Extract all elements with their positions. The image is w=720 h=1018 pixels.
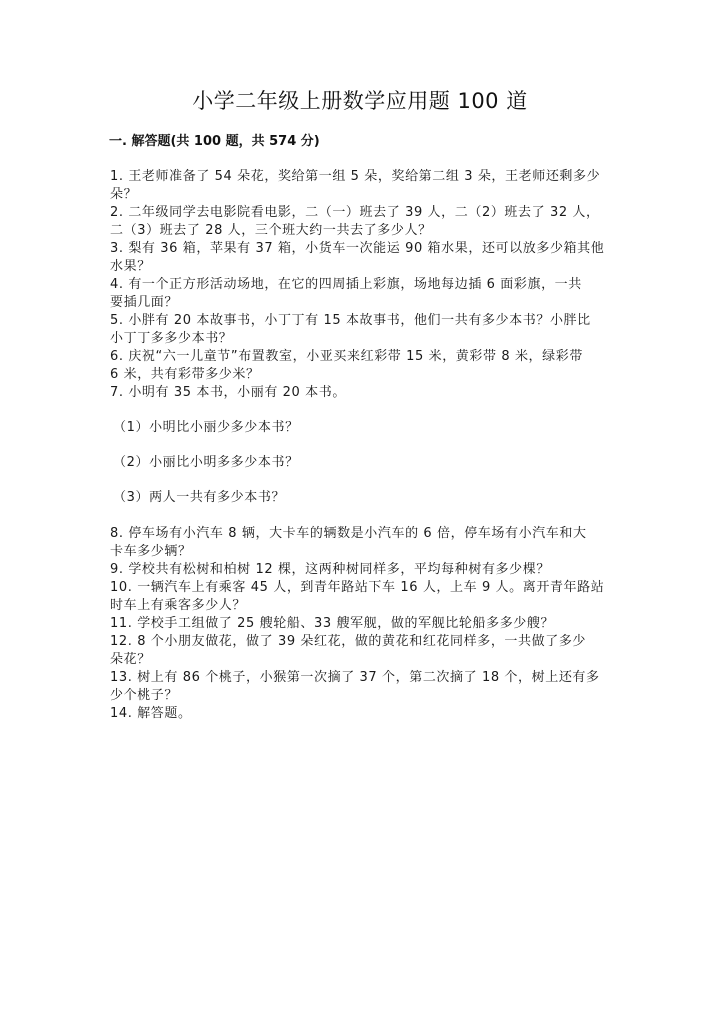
question-line: 二（3）班去了 28 人，三个班大约一共去了多少人？ — [110, 223, 432, 238]
question-line: 水果？ — [110, 259, 151, 274]
question-13 — [110, 669, 615, 705]
question-line: 2. 二年级同学去电影院看电影，二（一）班去了 39 人，二（2）班去了 32 人， — [110, 205, 600, 220]
question-line: 8. 停车场有小汽车 8 辆，大卡车的辆数是小汽车的 6 倍，停车场有小汽车和大 — [110, 526, 587, 541]
question-line: 卡车多少辆？ — [110, 544, 192, 559]
question-line: 4. 有一个正方形活动场地，在它的四周插上彩旗，场地每边插 6 面彩旗，一共 — [110, 277, 582, 292]
question-line: 7. 小明有 35 本书，小丽有 20 本书。 — [110, 385, 346, 400]
question-line: 12. 8 个小朋友做花，做了 39 朵红花，做的黄花和红花同样多，一共做了多少 — [110, 634, 587, 649]
sub-question-3: （3）两人一共有多少本书？ — [113, 490, 286, 505]
question-line: 9. 学校共有松树和柏树 12 棵，这两种树同样多，平均每种树有多少棵？ — [110, 562, 550, 577]
question-line: 6. 庆祝“六一儿童节”布置教室，小亚买来红彩带 15 米，黄彩带 8 米，绿彩带 — [110, 349, 583, 364]
question-line: 13. 树上有 86 个桃子，小猴第一次摘了 37 个，第二次摘了 18 个，树上还有多 — [110, 670, 600, 685]
sub-question-2: （2）小丽比小明多多少本书？ — [113, 455, 299, 470]
question-5 — [110, 312, 615, 348]
question-line: 1. 王老师准备了 54 朵花，奖给第一组 5 朵，奖给第二组 3 朵，王老师还剩多少 — [110, 169, 601, 184]
question-2 — [110, 204, 615, 240]
question-line: 14. 解答题。 — [110, 706, 192, 721]
question-line: 少个桃子？ — [110, 688, 179, 703]
question-line: 时车上有乘客多少人？ — [110, 598, 247, 613]
question-line: 3. 梨有 36 箱，苹果有 37 箱，小货车一次能运 90 箱水果，还可以放多少箱其他 — [110, 241, 605, 256]
question-6 — [110, 348, 615, 384]
question-line: 11. 学校手工组做了 25 艘轮船、33 艘军舰，做的军舰比轮船多多少艘？ — [110, 616, 555, 631]
question-14 — [110, 705, 615, 723]
question-line: 6 米，共有彩带多少米？ — [110, 367, 260, 382]
question-line: 5. 小胖有 20 本故事书，小丁丁有 15 本故事书，他们一共有多少本书？小胖比 — [110, 313, 591, 328]
question-8 — [110, 525, 615, 561]
sub-question-1: （1）小明比小丽少多少本书？ — [113, 420, 299, 435]
question-line: 小丁丁多多少本书？ — [110, 331, 233, 346]
question-4 — [110, 276, 615, 312]
question-line: 朵花？ — [110, 652, 151, 667]
question-1 — [110, 168, 615, 204]
question-3 — [110, 240, 615, 276]
section-heading: 一. 解答题(共 100 题，共 574 分) — [109, 134, 320, 149]
question-line: 朵？ — [110, 187, 138, 202]
question-list — [110, 168, 615, 723]
question-line: 要插几面？ — [110, 295, 179, 310]
page-title: 小学二年级上册数学应用题 100 道 — [192, 89, 528, 113]
question-12 — [110, 633, 615, 669]
question-10 — [110, 579, 615, 615]
question-11 — [110, 615, 615, 633]
question-7 — [110, 384, 615, 507]
question-line: 10. 一辆汽车上有乘客 45 人，到青年路站下车 16 人，上车 9 人。离开青年路站 — [110, 580, 605, 595]
question-9 — [110, 561, 615, 579]
